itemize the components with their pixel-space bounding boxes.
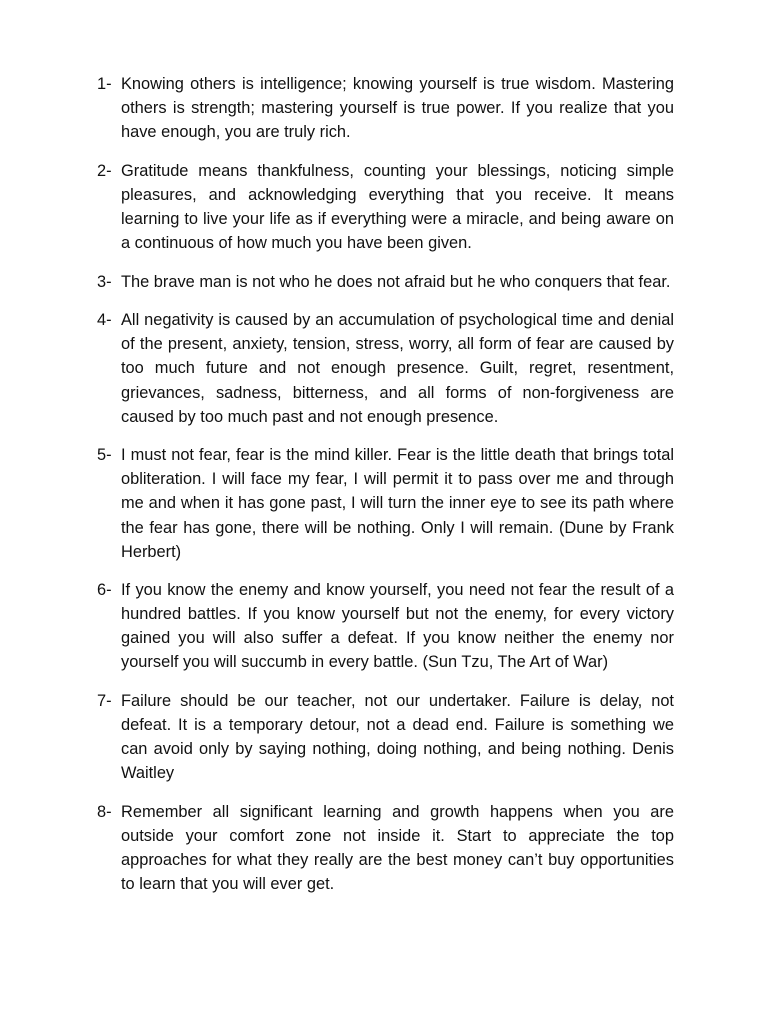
item-number: 4- [97,311,112,330]
item-number: 3- [97,272,112,291]
list-item [97,72,674,144]
item-number: 5- [97,446,112,465]
quote-list [97,72,674,896]
item-text: Remember all significant learning and growth happens when you are outside your comfort zone not inside it. Start to appreciate the top approaches for what they really are the best money can’t buy opportunities to learn that you will ever get. [121,802,674,894]
item-number: 6- [97,581,112,600]
list-item [97,578,674,674]
item-number: 8- [97,802,112,821]
item-text: Knowing others is intelligence; knowing yourself is true wisdom. Mastering others is strength; mastering yourself is true power. If you realize that you have enough, you are truly rich. [121,75,674,142]
list-item [97,308,674,428]
list-item [97,800,674,896]
item-number: 2- [97,161,112,180]
item-text: The brave man is not who he does not afraid but he who conquers that fear. [121,272,671,291]
list-item [97,270,674,294]
item-text: I must not fear, fear is the mind killer. Fear is the little death that brings total obliteration. I will face my fear, I will permit it to pass over me and through me and when it has gone past, I will turn the inner eye to see its path where the fear has gone, there will be nothing. Only I will remain. (Dune by Frank Herbert) [121,446,674,561]
item-number: 7- [97,692,112,711]
item-number: 1- [97,75,112,93]
list-item [97,159,674,255]
list-item [97,443,674,563]
item-text: Failure should be our teacher, not our undertaker. Failure is delay, not defeat. It is a temporary detour, not a dead end. Failure is something we can avoid only by saying nothing, doing nothing, and being nothing. Denis Waitley [121,692,674,783]
item-text: If you know the enemy and know yourself, you need not fear the result of a hundred battles. If you know yourself but not the enemy, for every victory gained you will also suffer a defeat. If you know neither the enemy nor yourself you will succumb in every battle. (Sun Tzu, The Art of War) [121,581,674,672]
item-text: Gratitude means thankfulness, counting your blessings, noticing simple pleasures, and acknowledging everything that you receive. It means learning to live your life as if everything were a miracle, and being aware on a continuous of how much you have been given. [121,161,674,253]
item-text: All negativity is caused by an accumulation of psychological time and denial of the present, anxiety, tension, stress, worry, all form of fear are caused by too much future and not enough presence. Guilt, regret, resentment, grievances, sadness, bitterness, and all forms of non-forgiveness are caused by too much past and not enough presence. [121,311,674,426]
list-item [97,689,674,785]
